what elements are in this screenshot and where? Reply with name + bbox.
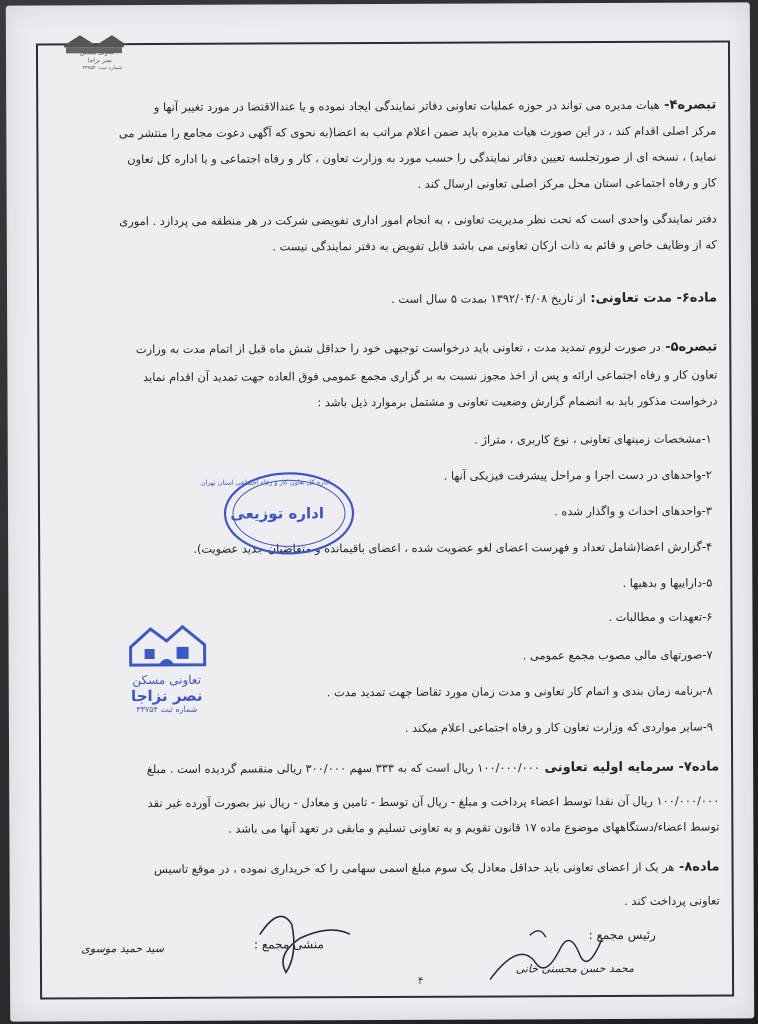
line-article7-1: ماده۷- سرمایه اولیه تعاونی ۱۰۰/۰۰۰/۰۰۰ ریال است که به ۳۳۳ سهم ۳۰۰/۰۰۰ ریالی منقسم گردیده است . مبلغ — [146, 759, 720, 777]
secretary-label: منشی مجمع : — [253, 937, 324, 952]
stamp-logo-line2: نصر نزاجا — [130, 686, 203, 706]
note4-heading: تبصره۴- — [659, 97, 717, 113]
article7-heading: ماده۷- سرمایه اولیه تعاونی — [539, 759, 720, 776]
cooperative-stamp — [120, 617, 212, 717]
line-note5-3: درخواست مذکور باید به انضمام گزارش وضعیت تعاونی و مشتمل برموارد ذیل باشد : — [317, 393, 718, 410]
line-note4-3: نماید) ، نسخه ای از صورتجلسه تعیین دفاتر نمایندگی را حسب مورد به وزارت تعاون ، کار و رفاه اجتماعی و یا اداره کل تعاون — [127, 149, 717, 167]
line-article6: ماده۶- مدت تعاونی: از تاریخ ۱۳۹۲/۰۴/۰۸ بمدت ۵ سال است . — [391, 290, 718, 307]
stamp-center-text: اداره توزیعی — [230, 504, 325, 523]
logo-top-line1: تعاونی مسکن — [79, 49, 115, 57]
list-item-3: ۳-واحدهای احداث و واگذار شده . — [554, 503, 713, 519]
logo-top-line2: نصر نزاجا — [87, 57, 113, 65]
chairman-signature — [480, 919, 610, 990]
list-item-6: ۶-تعهدات و مطالبات . — [608, 609, 713, 625]
distribution-stamp — [200, 470, 356, 557]
list-item-7: ۷-صورتهای مالی مصوب مجمع عمومی . — [522, 647, 713, 663]
line-article7-2: ۱۰۰/۰۰۰/۰۰۰ ریال آن نقدا توسط اعضاء پرداخت و مبلغ - ریال آن توسط - تامین و معادل - ریال نیز بصورت آورده غیر نقد — [147, 793, 720, 811]
list-item-4: ۴-گزارش اعضا(شامل تعداد و فهرست اعضای لغو عضویت شده ، اعضای باقیمانده و متقاضیان جدید عضویت). — [193, 539, 713, 556]
line-article7-3: توسط اعضاء/دستگاههای موضوع ماده ۱۷ قانون تقویم و به تعاونی تسلیم و مابقی در تعهد آنها می باشد . — [228, 819, 720, 836]
page-number: ۴ — [418, 975, 424, 987]
list-item-1: ۱-مشخصات زمینهای تعاونی ، نوع کاربری ، متراژ . — [474, 431, 712, 447]
stamp-logo-line3: شماره ثبت ۳۳۷۵۴ — [136, 704, 198, 715]
line-note4-2: مرکز اصلی اقدام کند ، در این صورت هیات مدیره باید ضمن اعلام مراتب به اعضا(به نحوی که آگهی دعوت مجامع را منتشر می — [118, 123, 717, 141]
article6-heading: ماده۶- مدت تعاونی: — [585, 290, 718, 307]
stamp-ring-text: اداره کل تعاون کار و رفاه اجتماعی استان تهران — [200, 478, 330, 487]
logo-top-line3: شماره ثبت: ۳۳۷۵۴ — [82, 65, 123, 72]
house-roof-icon — [64, 35, 124, 47]
article8-heading: ماده۸- — [674, 859, 720, 875]
list-item-9: ۹-سایر مواردی که وزارت تعاون کار و رفاه اجتماعی اعلام میکند . — [404, 719, 713, 735]
line-note4-1: تبصره۴- هیات مدیره می تواند در حوزه عملیات تعاونی دفاتر نمایندگی ایجاد نموده و یا عندالاقتضا در مورد تغییر آنها و — [153, 97, 717, 114]
list-item-5: ۵-داراییها و بدهیها . — [622, 575, 713, 590]
line-note4-4: کار و رفاه اجتماعی استان محل مرکز اصلی تعاونی ارسال کند . — [417, 175, 717, 191]
cooperative-logo-top — [50, 27, 128, 79]
line-office-2: که از وظایف خاص و قائم به ذات ارکان تعاونی می باشد قابل تفویض به دفتر نمایندگی نیست . — [272, 237, 717, 254]
line-note5-1: تبصره۵- در صورت لزوم تمدید مدت ، تعاونی باید درخواست توجیهی خود را حداقل شش ماه قبل از اتمام مدت به وزارت — [135, 339, 718, 357]
secretary-signature — [240, 894, 360, 985]
line-article8-2: تعاونی پرداخت کند . — [624, 893, 720, 908]
chairman-name: محمد حسن محسنی خانی — [515, 961, 635, 976]
line-office-1: دفتر نمایندگی واحدی است که تحت نظر مدیریت تعاونی ، به انجام امور اداری تفویضی شرکت در هر منطقه می پردازد . اموری — [119, 211, 717, 229]
stamp-logo-line1: تعاونی مسکن — [132, 672, 202, 688]
line-note5-2: تعاون کار و رفاه اجتماعی ارائه و پس از اخذ مجوز نسبت به بر گزاری مجمع عمومی فوق العاده جهت تمدید آن اقدام نماید — [143, 367, 718, 385]
document-page — [6, 2, 754, 1021]
list-item-8: ۸-برنامه زمان بندی و اتمام کار تعاونی و مدت زمان مورد تقاضا جهت تمدید مدت . — [326, 683, 713, 700]
list-item-2: ۲-واحدهای در دست اجرا و مراحل پیشرفت فیزیکی آنها . — [443, 467, 712, 483]
secretary-name: سید حمید موسوی — [81, 941, 164, 956]
note5-heading: تبصره۵- — [660, 339, 718, 355]
chairman-label: رئیس مجمع : — [588, 927, 656, 943]
line-article8-1: ماده۸- هر یک از اعضای تعاونی باید حداقل معادل یک سوم مبلغ اسمی سهامی را که خریداری نموده ، در موقع تاسیس — [153, 859, 720, 876]
